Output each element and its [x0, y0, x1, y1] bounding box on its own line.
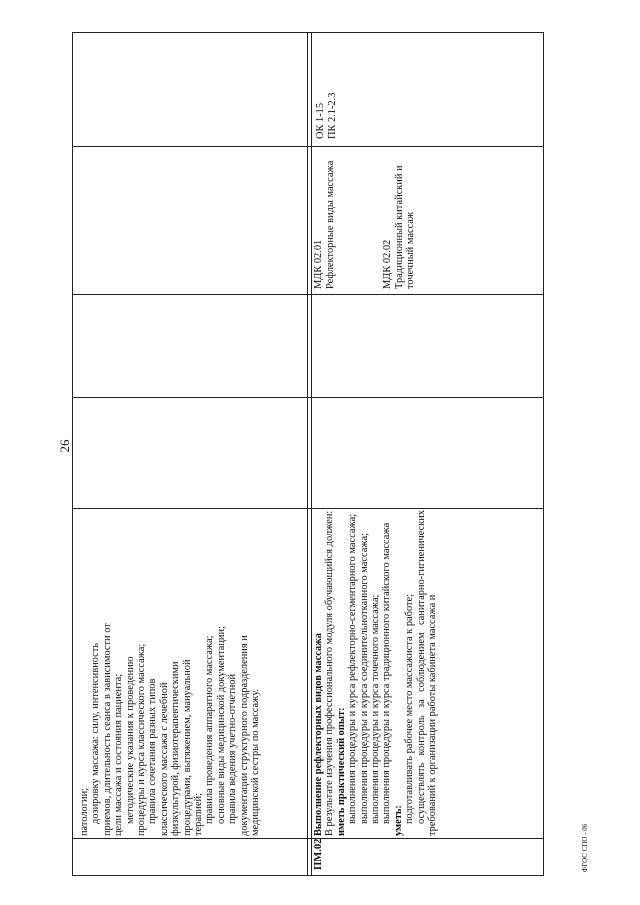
divider-row	[72, 838, 544, 839]
module-code: ПМ.02	[313, 838, 324, 870]
divider-row	[72, 294, 544, 295]
text-line: физкультурой, физиотерапевтическими	[170, 661, 182, 836]
divider-row	[72, 397, 544, 398]
text-line: терапией;	[193, 792, 205, 836]
text-line: приемов, длительность сеанса в зависимости от	[101, 623, 113, 836]
text-line: классического массажа с лечебной	[158, 682, 170, 836]
text-line: процедуры и курса классического массажа;	[136, 643, 148, 836]
divider-row	[72, 146, 544, 147]
text-line: процедурами, вытяжением, мануальной	[181, 659, 193, 836]
divider-col	[311, 32, 312, 876]
text-line: основные виды медицинской документации;	[215, 626, 227, 824]
module-title: Выполнение рефлекторных видов массажа	[313, 633, 324, 836]
page-number: 26	[57, 439, 72, 453]
mdk-block	[313, 149, 417, 289]
mdk-1-code: МДК 02.01	[313, 239, 324, 289]
text-line: документации структурного подразделения и	[238, 635, 250, 836]
mdk-1-name: Рефлекторные виды массажа	[324, 160, 336, 289]
experience-item: выполнения процедуры и курса точечного массажа;	[370, 594, 382, 824]
competences	[315, 93, 338, 139]
module-intro: В результате изучения профессионального модуля обучающийся должен:	[324, 510, 336, 836]
text-line: правила сочетания разных типов	[147, 678, 159, 824]
text-line: правила ведения учетно-отчетной	[227, 673, 239, 824]
mdk-2-name: Традиционный китайский и точечный массаж	[393, 165, 417, 289]
divider-col	[307, 32, 308, 876]
text-line: патологии;	[79, 787, 90, 836]
skill-item: подготавливать рабочее место массажиста к работе;	[404, 593, 416, 824]
text-line: медицинской сестры по массажу.	[250, 688, 262, 836]
text-line: дозировку массажа: силу, интенсивность	[90, 642, 102, 824]
top-row-text	[79, 510, 262, 836]
text-line: цели массажа и состояния пациента;	[113, 673, 125, 836]
text-line: правила проведения аппаратного массажа;	[204, 635, 216, 824]
module-description	[313, 510, 438, 836]
divider-row	[72, 508, 544, 509]
text-line: методические указания к проведению	[124, 656, 136, 824]
document-code: ФГОС СПО - 06	[581, 823, 589, 873]
skill-item: осуществлять контроль за соблюдением санитарно-гигиенических требований к организации работы кабинета массажа и	[415, 510, 439, 836]
experience-item: выполнения процедуры и курса соединительнотканного массажа;	[358, 533, 370, 824]
experience-heading: иметь практический опыт:	[335, 707, 347, 836]
mdk-2-code: МДК 02.02	[382, 239, 394, 289]
experience-item: выполнения процедуры и курса традиционного китайского массажа	[381, 522, 393, 824]
competences-ok: ОК 1-15	[315, 102, 326, 139]
skills-heading: уметь:	[392, 805, 404, 836]
competences-pk: ПК 2.1-2.3	[326, 92, 338, 139]
experience-item: выполнения процедуры и курса рефлекторно-сегментарного массажа;	[347, 513, 359, 824]
